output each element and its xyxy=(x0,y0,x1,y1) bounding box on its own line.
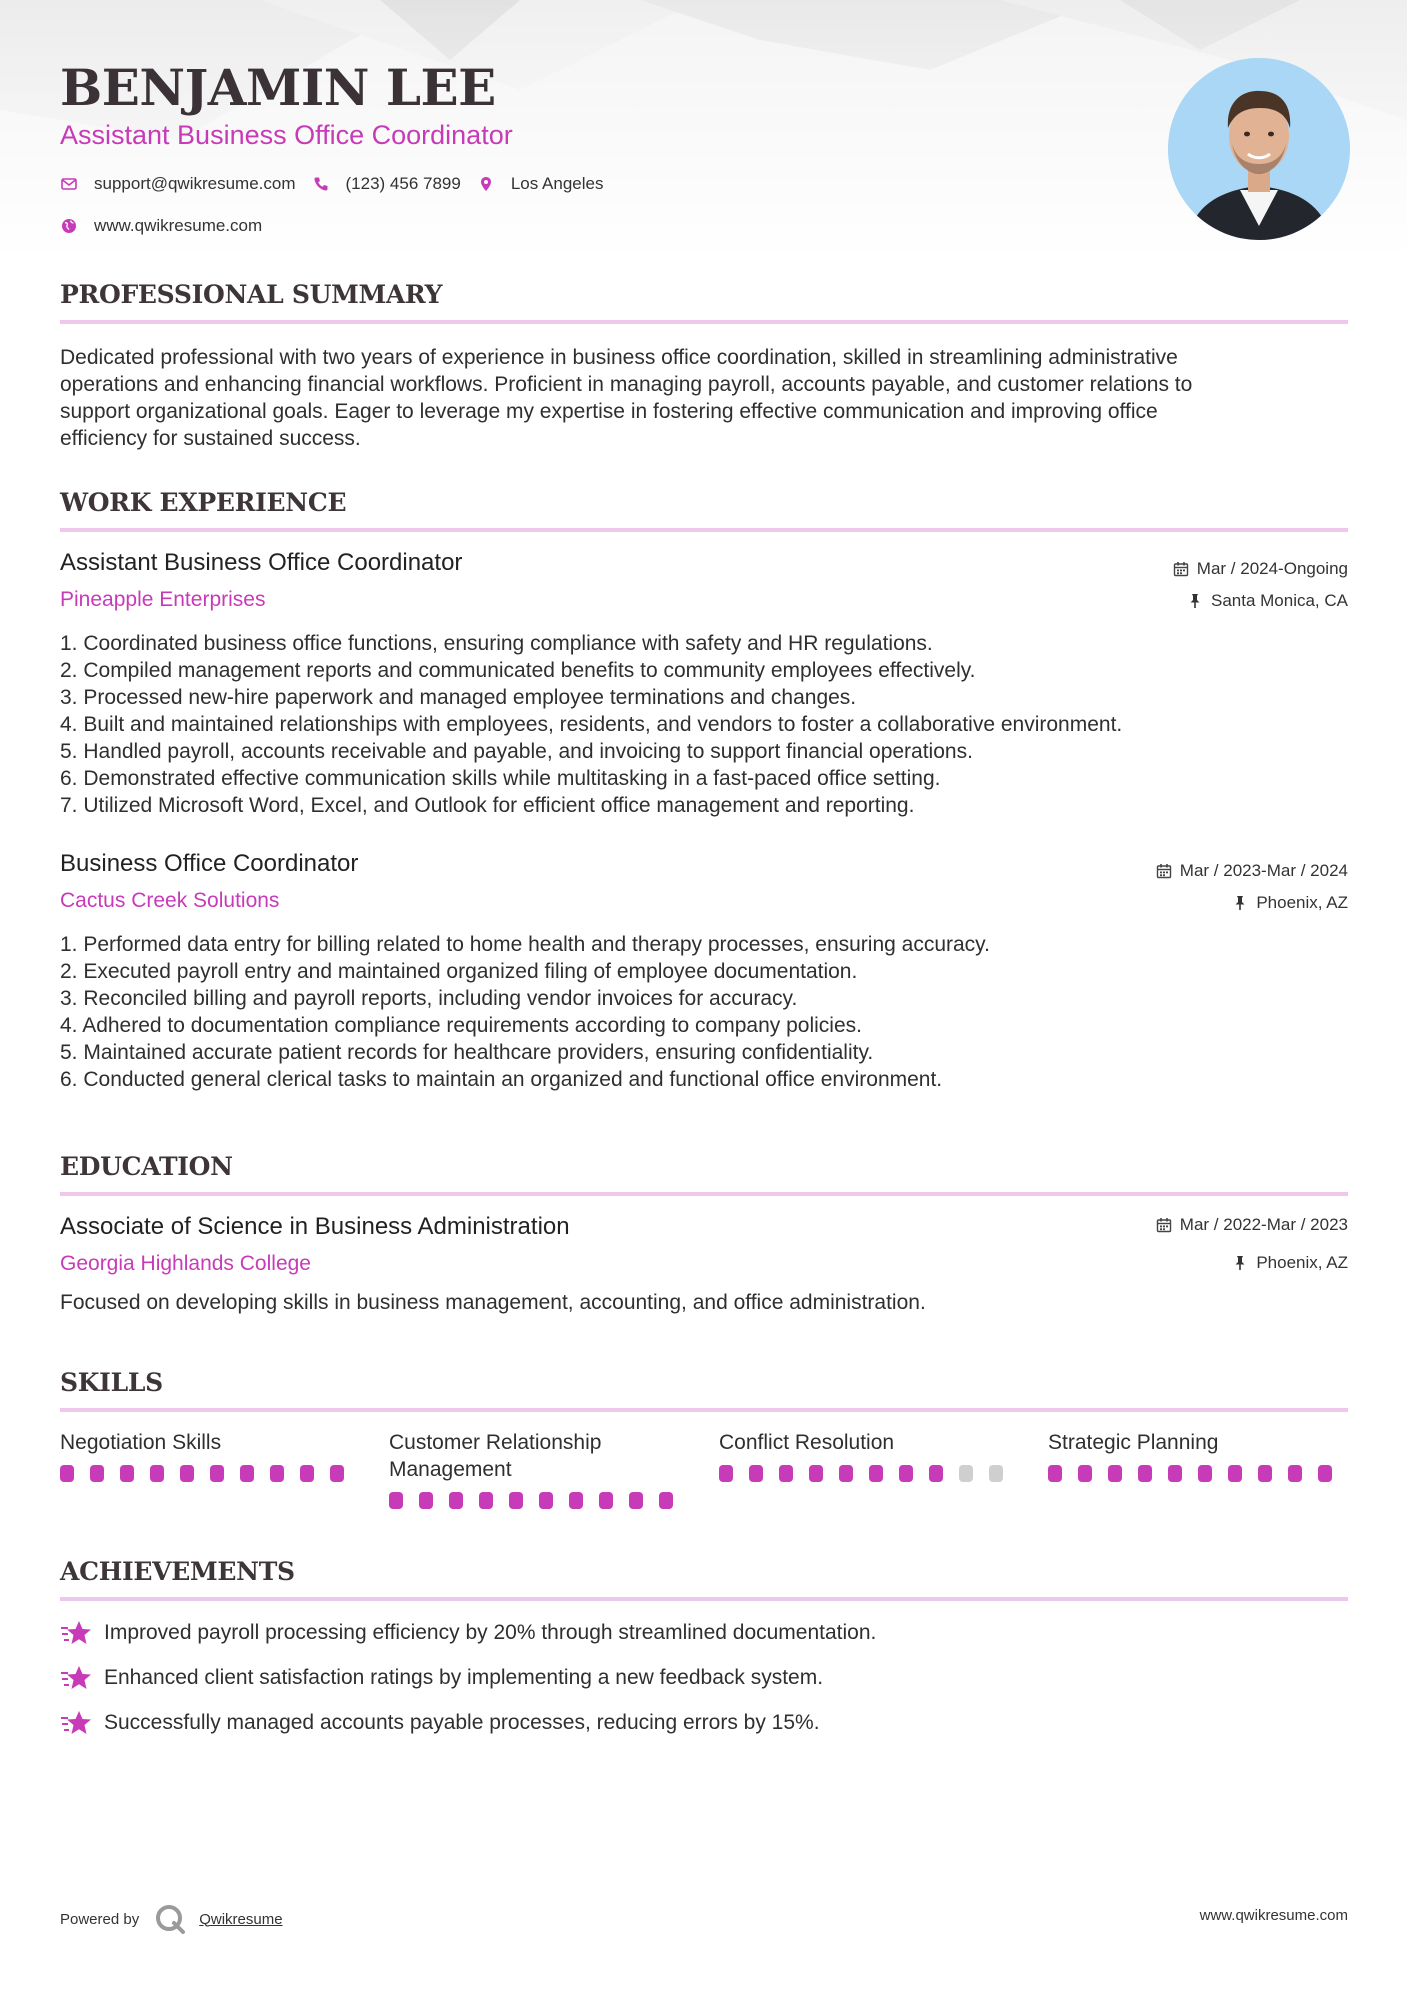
skill-item xyxy=(1048,1429,1348,1482)
achievement-text: Enhanced client satisfaction ratings by implementing a new feedback system. xyxy=(104,1666,824,1689)
job-date xyxy=(1156,861,1348,881)
achievement-item xyxy=(60,1664,823,1692)
skill-rating-dot xyxy=(1078,1465,1092,1482)
skill-rating-dot xyxy=(150,1465,164,1482)
list-item: 4. Built and maintained relationships with employees, residents, and vendors to foster a collaborative environment. xyxy=(60,713,1123,736)
skill-rating-dot xyxy=(779,1465,793,1482)
calendar-icon xyxy=(1173,561,1189,577)
skills-divider xyxy=(60,1408,1348,1412)
skill-item xyxy=(389,1429,689,1509)
list-item: 1. Performed data entry for billing related to home health and therapy processes, ensuring accuracy. xyxy=(60,933,990,956)
skill-item xyxy=(60,1429,360,1482)
school-name: Georgia Highlands College xyxy=(60,1252,311,1275)
skill-rating-dot xyxy=(1258,1465,1272,1482)
skill-name: Customer Relationship Management xyxy=(389,1431,602,1481)
summary-divider xyxy=(60,320,1348,324)
location-text: Santa Monica, CA xyxy=(1210,591,1348,610)
skill-rating-dot xyxy=(270,1465,284,1482)
date-text: Mar / 2023-Mar / 2024 xyxy=(1179,861,1348,880)
skill-rating-dot xyxy=(869,1465,883,1482)
phone-icon xyxy=(312,175,330,193)
job-bullets xyxy=(60,630,1348,819)
list-item: 5. Maintained accurate patient records for healthcare providers, ensuring confidentiality. xyxy=(60,1041,874,1064)
list-item: 3. Processed new-hire paperwork and managed employee terminations and changes. xyxy=(60,686,857,709)
skill-rating-dot xyxy=(449,1492,463,1509)
skill-rating-dot xyxy=(599,1492,613,1509)
skill-rating-dot xyxy=(539,1492,553,1509)
qwikresume-link[interactable]: Qwikresume xyxy=(199,1910,283,1928)
skill-rating-dot xyxy=(839,1465,853,1482)
company-name: Cactus Creek Solutions xyxy=(60,889,280,912)
contact-row-2 xyxy=(60,216,278,236)
summary-line: Dedicated professional with two years of experience in business office coordination, skilled in streamlining administrative xyxy=(60,346,1178,369)
skill-rating-dot xyxy=(749,1465,763,1482)
job-bullets xyxy=(60,931,1348,1093)
education-divider xyxy=(60,1192,1348,1196)
calendar-icon xyxy=(1156,1217,1172,1233)
location-text: Los Angeles xyxy=(510,174,604,193)
job-location xyxy=(1187,591,1348,611)
skill-rating-dot xyxy=(809,1465,823,1482)
achievement-item xyxy=(60,1709,820,1737)
list-item: 6. Demonstrated effective communication skills while multitasking in a fast-paced office setting. xyxy=(60,767,941,790)
skill-rating-dot xyxy=(509,1492,523,1509)
candidate-name: BENJAMIN LEE xyxy=(60,58,496,117)
job-title: Business Office Coordinator xyxy=(60,850,359,877)
skill-name: Strategic Planning xyxy=(1048,1431,1219,1454)
education-location xyxy=(1232,1253,1348,1273)
contact-website[interactable] xyxy=(60,216,262,236)
list-item: 7. Utilized Microsoft Word, Excel, and Outlook for efficient office management and reporting. xyxy=(60,794,915,817)
skill-rating-dot xyxy=(419,1492,433,1509)
experience-heading: WORK EXPERIENCE xyxy=(60,488,347,517)
contact-row-1 xyxy=(60,174,619,194)
education-date xyxy=(1156,1215,1348,1235)
job-date xyxy=(1173,559,1348,579)
profile-photo xyxy=(1168,58,1350,240)
achievement-item xyxy=(60,1619,876,1647)
location-text: Phoenix, AZ xyxy=(1256,893,1348,912)
skill-name: Negotiation Skills xyxy=(60,1431,222,1454)
summary-heading: PROFESSIONAL SUMMARY xyxy=(60,280,443,309)
skill-rating-dot xyxy=(330,1465,344,1482)
envelope-icon xyxy=(60,175,78,193)
job-location xyxy=(1232,893,1348,913)
contact-location xyxy=(477,174,604,194)
skill-rating xyxy=(389,1492,689,1509)
contact-phone[interactable] xyxy=(312,174,461,194)
location-text: Phoenix, AZ xyxy=(1256,1253,1348,1272)
skill-rating xyxy=(1048,1465,1348,1482)
skill-rating-dot xyxy=(479,1492,493,1509)
education-description: Focused on developing skills in business management, accounting, and office administration. xyxy=(60,1291,926,1314)
skill-rating-dot xyxy=(659,1492,673,1509)
skill-rating-dot xyxy=(1228,1465,1242,1482)
achievements-heading: ACHIEVEMENTS xyxy=(60,1557,295,1586)
skill-rating-dot xyxy=(60,1465,74,1482)
skill-rating-dot xyxy=(300,1465,314,1482)
skill-rating xyxy=(719,1465,1019,1482)
list-item: 2. Executed payroll entry and maintained organized filing of employee documentation. xyxy=(60,960,858,983)
achievements-divider xyxy=(60,1597,1348,1601)
skill-rating-dot xyxy=(1288,1465,1302,1482)
summary-text xyxy=(60,344,1348,452)
skill-rating-dot xyxy=(1048,1465,1062,1482)
summary-line: efficiency for sustained success. xyxy=(60,427,361,450)
degree-title: Associate of Science in Business Administration xyxy=(60,1213,570,1240)
pin-icon xyxy=(1232,895,1248,911)
company-name: Pineapple Enterprises xyxy=(60,588,266,611)
skill-rating-dot xyxy=(719,1465,733,1482)
powered-by-label: Powered by xyxy=(60,1910,140,1928)
list-item: 5. Handled payroll, accounts receivable and payable, and invoicing to support financial operations. xyxy=(60,740,973,763)
date-text: Mar / 2024-Ongoing xyxy=(1196,559,1348,578)
skill-rating-dot xyxy=(629,1492,643,1509)
skill-rating-dot xyxy=(210,1465,224,1482)
summary-line: operations and enhancing financial workflows. Proficient in managing payroll, accounts payable, and customer relations to xyxy=(60,373,1193,396)
list-item: 6. Conducted general clerical tasks to maintain an organized and functional office environment. xyxy=(60,1068,943,1091)
email-text: support@qwikresume.com xyxy=(94,174,296,193)
contact-email[interactable] xyxy=(60,174,296,194)
skill-name: Conflict Resolution xyxy=(719,1431,895,1454)
star-icon xyxy=(60,1619,92,1647)
qwikresume-logo xyxy=(153,1902,187,1936)
skill-rating-dot xyxy=(120,1465,134,1482)
skill-rating-dot xyxy=(1318,1465,1332,1482)
experience-divider xyxy=(60,528,1348,532)
skill-rating-dot xyxy=(180,1465,194,1482)
skill-item xyxy=(719,1429,1019,1482)
skills-heading: SKILLS xyxy=(60,1368,163,1397)
skill-rating-dot xyxy=(90,1465,104,1482)
achievement-text: Improved payroll processing efficiency by 20% through streamlined documentation. xyxy=(104,1621,877,1644)
list-item: 3. Reconciled billing and payroll reports, including vendor invoices for accuracy. xyxy=(60,987,798,1010)
footer-website[interactable]: www.qwikresume.com xyxy=(1199,1907,1348,1924)
skill-rating-dot xyxy=(1108,1465,1122,1482)
skill-rating-dot xyxy=(569,1492,583,1509)
education-heading: EDUCATION xyxy=(60,1152,233,1181)
date-text: Mar / 2022-Mar / 2023 xyxy=(1179,1215,1348,1234)
skill-rating-dot xyxy=(1138,1465,1152,1482)
job-title: Assistant Business Office Coordinator xyxy=(60,549,463,576)
calendar-icon xyxy=(1156,863,1172,879)
skill-rating-dot xyxy=(959,1465,973,1482)
star-icon xyxy=(60,1664,92,1692)
summary-line: support organizational goals. Eager to leverage my expertise in fostering effective communication and improving office xyxy=(60,400,1158,423)
footer-powered-by xyxy=(60,1902,283,1936)
candidate-title: Assistant Business Office Coordinator xyxy=(60,120,513,150)
globe-icon xyxy=(60,217,78,235)
achievement-text: Successfully managed accounts payable processes, reducing errors by 15%. xyxy=(104,1711,820,1734)
map-pin-icon xyxy=(477,175,495,193)
list-item: 1. Coordinated business office functions, ensuring compliance with safety and HR regulations. xyxy=(60,632,933,655)
list-item: 2. Compiled management reports and communicated benefits to community employees effectively. xyxy=(60,659,976,682)
skill-rating-dot xyxy=(240,1465,254,1482)
skill-rating-dot xyxy=(389,1492,403,1509)
skill-rating-dot xyxy=(929,1465,943,1482)
skill-rating xyxy=(60,1465,360,1482)
star-icon xyxy=(60,1709,92,1737)
skill-rating-dot xyxy=(1198,1465,1212,1482)
website-text: www.qwikresume.com xyxy=(94,216,263,235)
skill-rating-dot xyxy=(899,1465,913,1482)
pin-icon xyxy=(1232,1255,1248,1271)
skill-rating-dot xyxy=(1168,1465,1182,1482)
pin-icon xyxy=(1187,593,1203,609)
list-item: 4. Adhered to documentation compliance requirements according to company policies. xyxy=(60,1014,862,1037)
skill-rating-dot xyxy=(989,1465,1003,1482)
phone-text: (123) 456 7899 xyxy=(345,174,461,193)
